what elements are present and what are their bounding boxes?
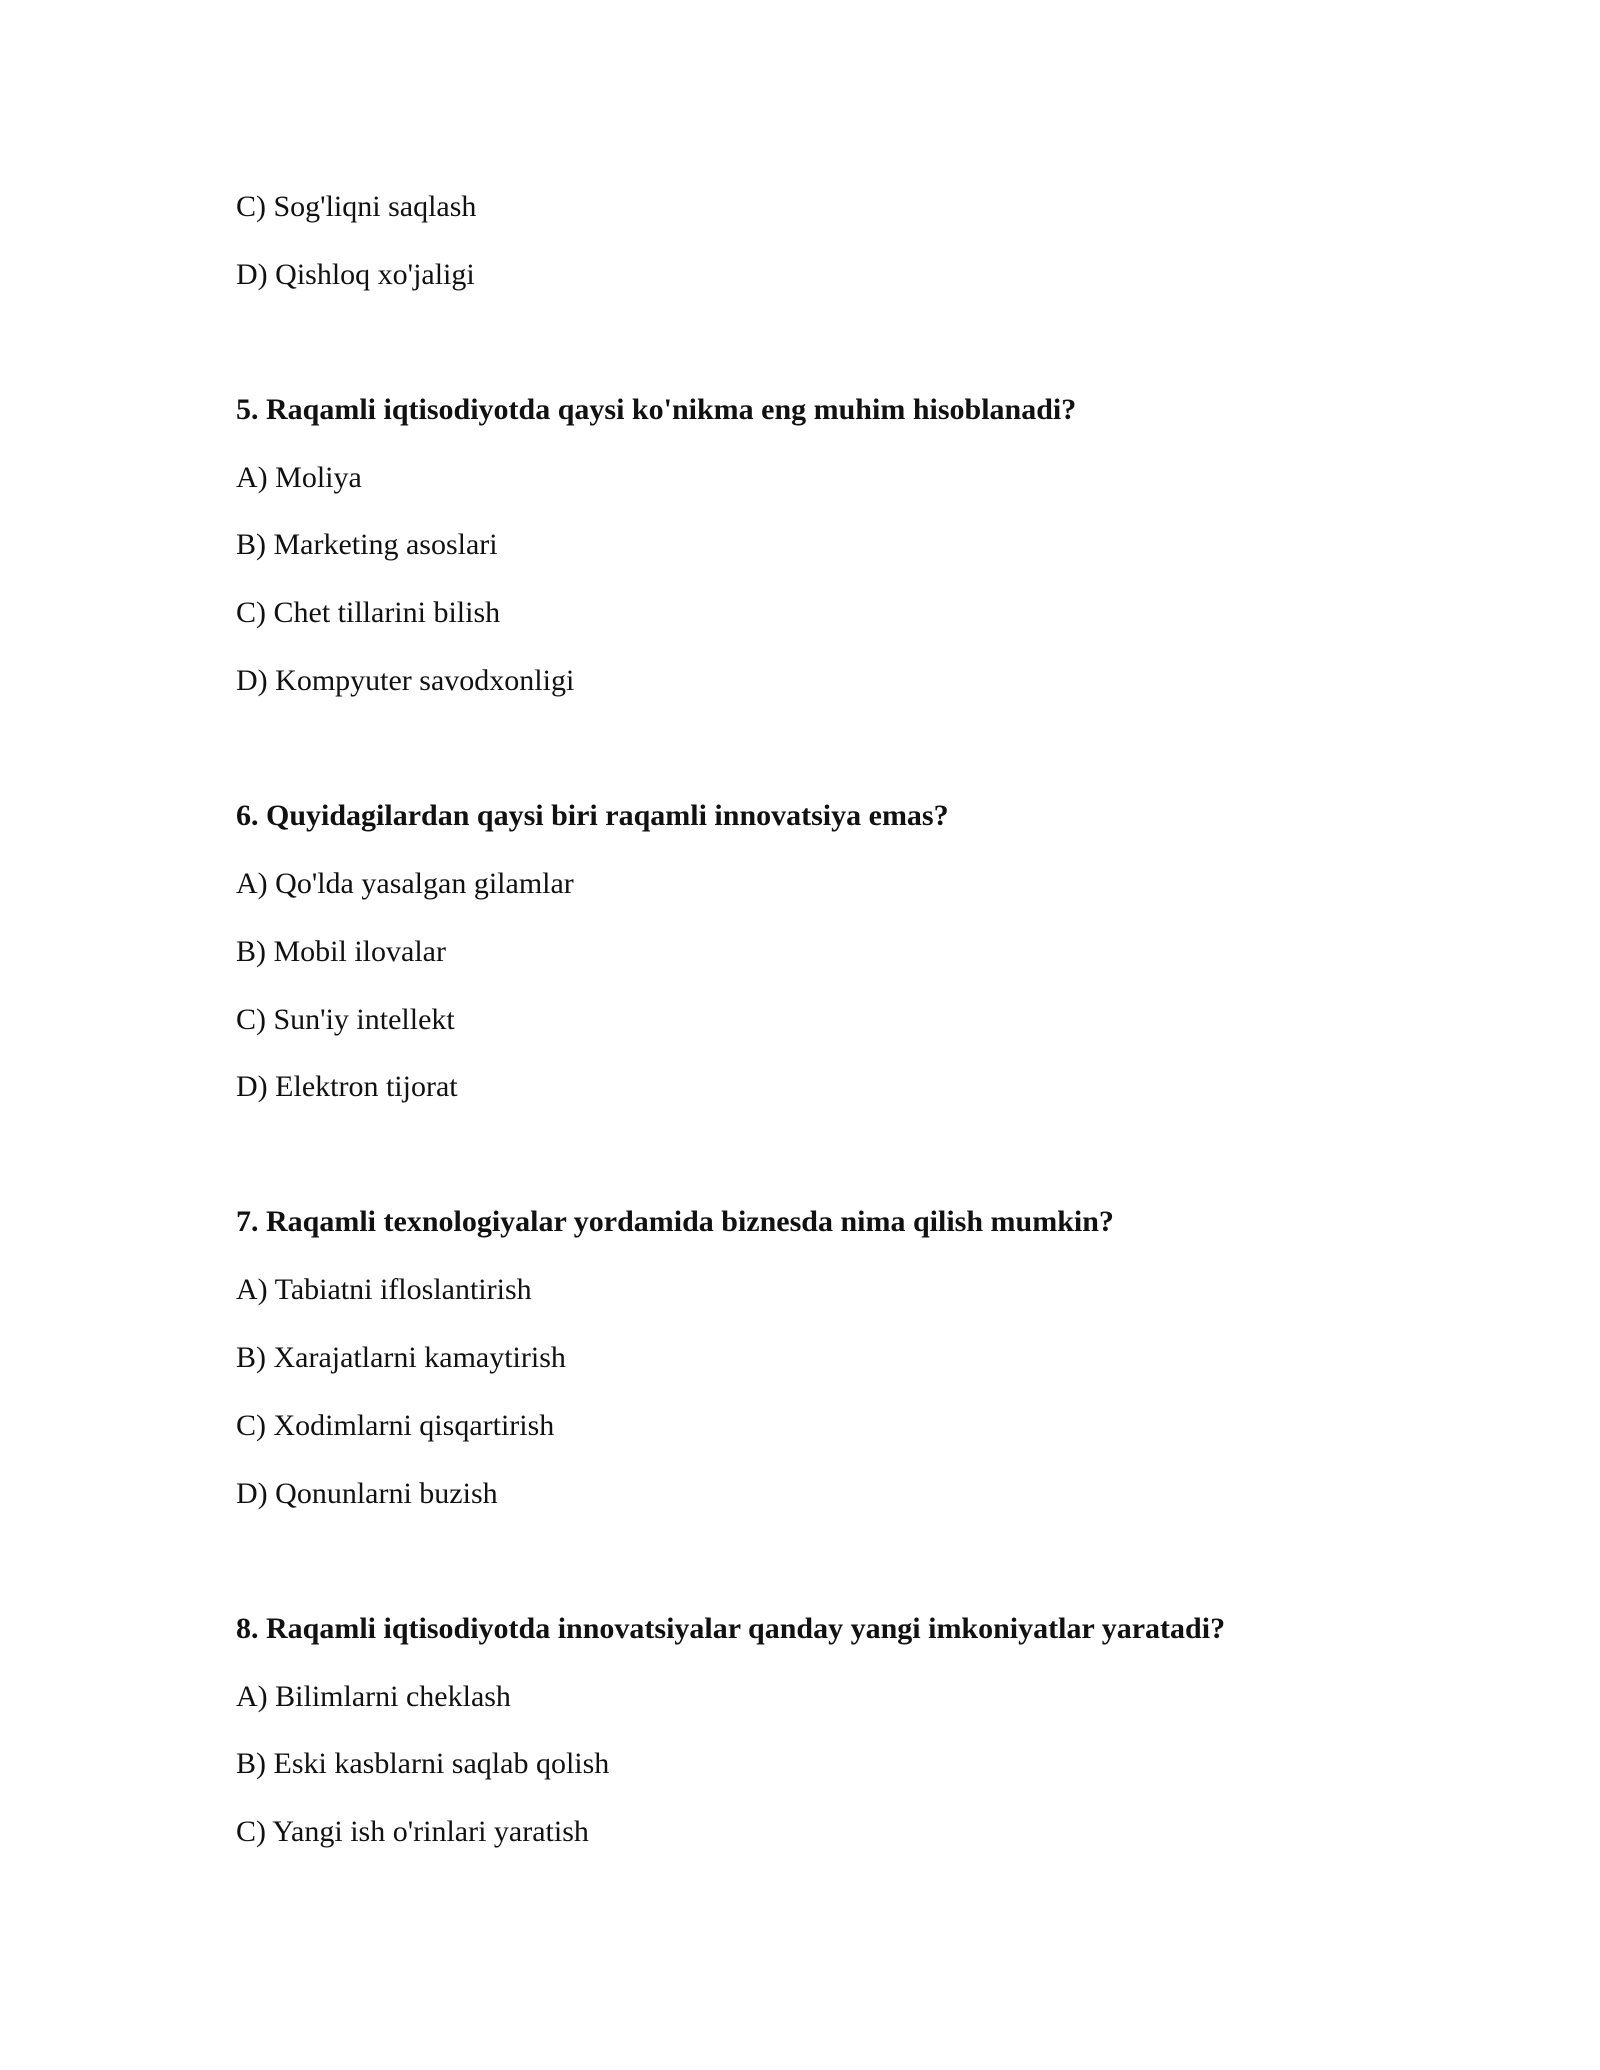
q7-option-b: B) Xarajatlarni kamaytirish <box>236 1341 566 1374</box>
q6-option-c: C) Sun'iy intellekt <box>236 1003 455 1036</box>
q5-option-b: B) Marketing asoslari <box>236 528 498 561</box>
q6-option-d: D) Elektron tijorat <box>236 1070 458 1103</box>
question-7: 7. Raqamli texnologiyalar yordamida biznesda nima qilish mumkin? <box>236 1205 1114 1238</box>
q5-option-a: A) Moliya <box>236 461 362 494</box>
option-c-prev: C) Sog'liqni saqlash <box>236 190 477 223</box>
q7-option-d: D) Qonunlarni buzish <box>236 1477 498 1510</box>
q5-option-d: D) Kompyuter savodxonligi <box>236 664 575 697</box>
question-5: 5. Raqamli iqtisodiyotda qaysi ko'nikma eng muhim hisoblanadi? <box>236 393 1077 426</box>
question-8: 8. Raqamli iqtisodiyotda innovatsiyalar qanday yangi imkoniyatlar yaratadi? <box>236 1612 1226 1645</box>
q5-option-c: C) Chet tillarini bilish <box>236 596 501 629</box>
q8-option-c: C) Yangi ish o'rinlari yaratish <box>236 1815 589 1848</box>
q7-option-a: A) Tabiatni ifloslantirish <box>236 1273 532 1306</box>
q6-option-b: B) Mobil ilovalar <box>236 935 446 968</box>
q7-option-c: C) Xodimlarni qisqartirish <box>236 1409 555 1442</box>
q6-option-a: A) Qo'lda yasalgan gilamlar <box>236 867 574 900</box>
option-d-prev: D) Qishloq xo'jaligi <box>236 258 475 291</box>
q8-option-a: A) Bilimlarni cheklash <box>236 1680 511 1713</box>
question-6: 6. Quyidagilardan qaysi biri raqamli innovatsiya emas? <box>236 799 949 832</box>
q8-option-b: B) Eski kasblarni saqlab qolish <box>236 1747 610 1780</box>
